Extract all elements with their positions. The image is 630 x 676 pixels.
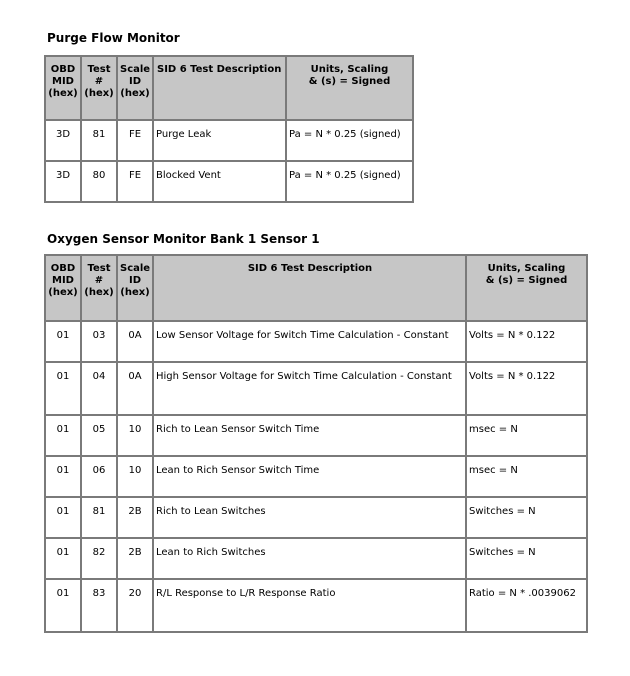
- cell-scale-id: 0A: [117, 321, 153, 362]
- cell-units: msec = N: [466, 456, 587, 497]
- oxygen-section-title: Oxygen Sensor Monitor Bank 1 Sensor 1: [47, 232, 320, 246]
- cell-obd-mid: 3D: [45, 120, 81, 161]
- cell-scale-id: 20: [117, 579, 153, 632]
- purge-table: [44, 55, 414, 203]
- table-row: [45, 456, 587, 497]
- col-header-description: SID 6 Test Description: [153, 255, 466, 321]
- cell-units: Switches = N: [466, 497, 587, 538]
- col-header-test-number: Test # (hex): [81, 56, 117, 120]
- col-header-units-scaling: Units, Scaling & (s) = Signed: [466, 255, 587, 321]
- cell-test-number: 04: [81, 362, 117, 415]
- cell-test-number: 80: [81, 161, 117, 202]
- cell-units: msec = N: [466, 415, 587, 456]
- cell-obd-mid: 01: [45, 538, 81, 579]
- table-row: [45, 120, 413, 161]
- cell-description: Lean to Rich Sensor Switch Time: [153, 456, 466, 497]
- cell-obd-mid: 01: [45, 497, 81, 538]
- cell-test-number: 05: [81, 415, 117, 456]
- table-header-row: [45, 255, 587, 321]
- cell-description: Purge Leak: [153, 120, 286, 161]
- cell-units: Ratio = N * .0039062: [466, 579, 587, 632]
- cell-obd-mid: 01: [45, 456, 81, 497]
- cell-scale-id: 10: [117, 415, 153, 456]
- cell-obd-mid: 01: [45, 362, 81, 415]
- cell-test-number: 81: [81, 497, 117, 538]
- cell-obd-mid: 01: [45, 579, 81, 632]
- cell-test-number: 03: [81, 321, 117, 362]
- cell-units: Volts = N * 0.122: [466, 362, 587, 415]
- cell-description: Rich to Lean Switches: [153, 497, 466, 538]
- cell-description: Rich to Lean Sensor Switch Time: [153, 415, 466, 456]
- cell-description: Lean to Rich Switches: [153, 538, 466, 579]
- cell-test-number: 06: [81, 456, 117, 497]
- cell-scale-id: 2B: [117, 538, 153, 579]
- table-header-row: [45, 56, 413, 120]
- table-row: [45, 497, 587, 538]
- table-row: [45, 579, 587, 632]
- col-header-units-scaling: Units, Scaling & (s) = Signed: [286, 56, 413, 120]
- cell-description: Blocked Vent: [153, 161, 286, 202]
- cell-scale-id: 0A: [117, 362, 153, 415]
- table-row: [45, 362, 587, 415]
- cell-scale-id: FE: [117, 161, 153, 202]
- cell-obd-mid: 01: [45, 321, 81, 362]
- table-row: [45, 321, 587, 362]
- oxygen-table: [44, 254, 588, 633]
- cell-test-number: 83: [81, 579, 117, 632]
- col-header-test-number: Test # (hex): [81, 255, 117, 321]
- col-header-description: SID 6 Test Description: [153, 56, 286, 120]
- cell-description: High Sensor Voltage for Switch Time Calculation - Constant: [153, 362, 466, 415]
- cell-test-number: 82: [81, 538, 117, 579]
- cell-obd-mid: 01: [45, 415, 81, 456]
- cell-units: Volts = N * 0.122: [466, 321, 587, 362]
- cell-units: Pa = N * 0.25 (signed): [286, 161, 413, 202]
- cell-scale-id: 2B: [117, 497, 153, 538]
- cell-obd-mid: 3D: [45, 161, 81, 202]
- table-row: [45, 415, 587, 456]
- cell-description: R/L Response to L/R Response Ratio: [153, 579, 466, 632]
- cell-scale-id: FE: [117, 120, 153, 161]
- cell-description: Low Sensor Voltage for Switch Time Calculation - Constant: [153, 321, 466, 362]
- cell-scale-id: 10: [117, 456, 153, 497]
- cell-units: Switches = N: [466, 538, 587, 579]
- col-header-obd-mid: OBD MID (hex): [45, 56, 81, 120]
- purge-section-title: Purge Flow Monitor: [47, 31, 180, 45]
- cell-test-number: 81: [81, 120, 117, 161]
- col-header-scale-id: Scale ID (hex): [117, 56, 153, 120]
- col-header-scale-id: Scale ID (hex): [117, 255, 153, 321]
- table-row: [45, 538, 587, 579]
- col-header-obd-mid: OBD MID (hex): [45, 255, 81, 321]
- table-row: [45, 161, 413, 202]
- cell-units: Pa = N * 0.25 (signed): [286, 120, 413, 161]
